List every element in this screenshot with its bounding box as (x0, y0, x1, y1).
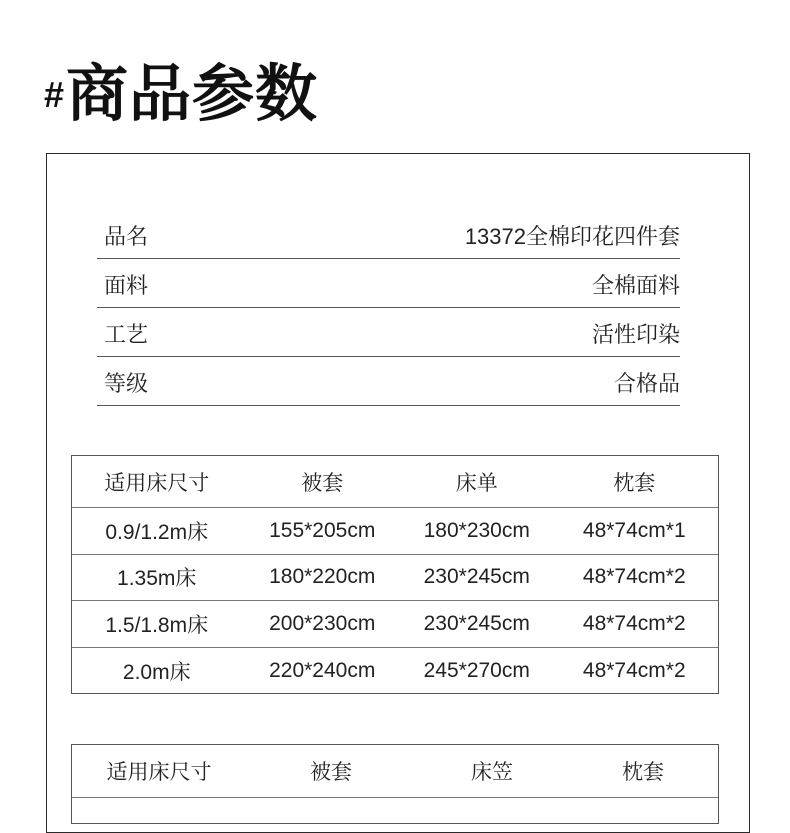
header-cell: 床笠 (471, 761, 513, 784)
param-value: 全棉面料 (591, 272, 680, 298)
table-row (72, 798, 718, 825)
param-row-grade (97, 357, 680, 406)
table-cell: 230*245cm (423, 565, 530, 589)
table-cell: 48*74cm*1 (582, 518, 686, 542)
table-cell: 180*220cm (269, 565, 376, 589)
param-row-fabric (97, 259, 680, 308)
header-cell: 枕套 (613, 471, 656, 495)
table-cell: 48*74cm*2 (582, 658, 686, 682)
table-cell: 2.0m床 (122, 660, 191, 684)
header-cell: 被套 (310, 761, 352, 784)
header-cell: 适用床尺寸 (106, 761, 212, 784)
table-cell: 155*205cm (269, 518, 376, 542)
param-row-craft (97, 308, 680, 357)
table-row (72, 648, 718, 695)
param-row-name (97, 210, 680, 259)
table-cell: 220*240cm (269, 658, 376, 682)
size-table-fitted (71, 744, 719, 824)
header-cell: 适用床尺寸 (104, 471, 210, 495)
table-row (72, 601, 718, 648)
table-row (72, 555, 718, 602)
table-cell: 1.35m床 (117, 567, 197, 591)
table-cell: 48*74cm*2 (582, 611, 686, 635)
title-hash: # (44, 74, 65, 115)
table-cell: 1.5/1.8m床 (105, 613, 209, 637)
table-cell: 230*245cm (423, 611, 530, 635)
table-header-row (72, 745, 718, 798)
header-cell: 床单 (455, 471, 498, 495)
page-title (44, 44, 318, 128)
table-cell: 200*230cm (269, 611, 376, 635)
param-label: 等级 (104, 370, 149, 396)
table-header-row (72, 456, 718, 508)
table-cell: 180*230cm (423, 518, 530, 542)
title-text: 商品参数 (66, 60, 319, 129)
table-cell: 245*270cm (423, 658, 530, 682)
param-label: 工艺 (104, 321, 149, 347)
header-cell: 被套 (301, 471, 344, 495)
param-value: 合格品 (613, 370, 680, 396)
table-row (72, 508, 718, 555)
table-cell: 48*74cm*2 (582, 565, 686, 589)
param-label: 品名 (104, 223, 149, 249)
param-value: 活性印染 (591, 321, 680, 347)
product-params-list (97, 210, 680, 406)
table-cell: 0.9/1.2m床 (105, 520, 209, 544)
param-label: 面料 (104, 272, 149, 298)
header-cell: 枕套 (622, 761, 664, 784)
param-value: 13372全棉印花四件套 (464, 223, 680, 249)
size-table-sheet (71, 455, 719, 694)
